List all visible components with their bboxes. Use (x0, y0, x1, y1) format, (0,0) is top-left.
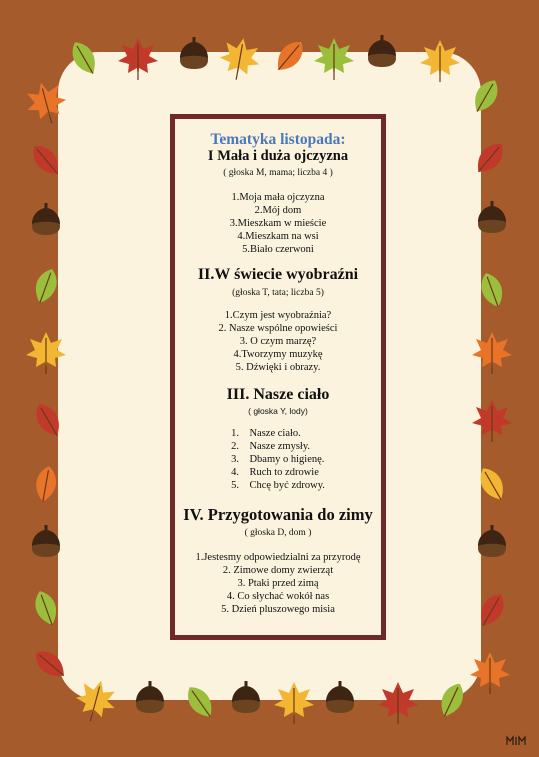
list-item: 4. Ruch to zdrowie (231, 467, 319, 478)
main-title: Tematyka listopada: (210, 131, 346, 148)
topics-box (170, 114, 386, 640)
topic-list (231, 427, 325, 492)
topic-list (175, 309, 381, 374)
section-subtitle: ( głoska Y, lody) (248, 406, 308, 416)
section-title: III. Nasze ciało (226, 386, 330, 403)
list-item: 1.Moja mała ojczyzna (231, 192, 325, 203)
list-item: 1. Nasze ciało. (231, 428, 301, 439)
section-title: I Mała i duża ojczyzna (207, 148, 349, 164)
section-subtitle: ( głoska D, dom ) (244, 528, 312, 538)
section-title: IV. Przygotowania do zimy (183, 505, 373, 524)
section-subtitle: ( głoska M, mama; liczba 4 ) (223, 168, 333, 178)
list-item: 3. Dbamy o higienę. (231, 454, 325, 465)
list-item: 5. Dźwięki i obrazy. (235, 362, 321, 373)
list-item: 4. Co słychać wokół nas (226, 591, 330, 602)
list-item: 2. Zimowe domy zwierząt (222, 565, 334, 576)
list-item: 3. Ptaki przed zimą (237, 578, 319, 589)
list-item: 1.Jestesmy odpowiedzialni za przyrodę (195, 552, 361, 563)
topic-list (175, 191, 381, 256)
list-item: 5. Dzień pluszowego misia (221, 604, 335, 615)
list-item: 2.Mój dom (254, 205, 302, 216)
publisher-logo (505, 733, 529, 747)
list-item: 3. O czym marzę? (239, 336, 317, 347)
list-item: 2. Nasze zmysły. (231, 441, 311, 452)
list-item: 1.Czym jest wyobraźnia? (224, 310, 332, 321)
section-title: II.W świecie wyobraźni (197, 266, 359, 283)
list-item: 4.Tworzymy muzykę (233, 349, 323, 360)
list-item: 2. Nasze wspólne opowieści (218, 323, 338, 334)
list-item: 5. Chcę być zdrowy. (231, 480, 325, 491)
topic-list (175, 551, 381, 616)
list-item: 5.Biało czerwoni (242, 244, 314, 255)
list-item: 4.Mieszkam na wsi (237, 231, 319, 242)
section-subtitle: (głoska T, tata; liczba 5) (232, 288, 324, 298)
list-item: 3.Mieszkam w mieście (229, 218, 327, 229)
